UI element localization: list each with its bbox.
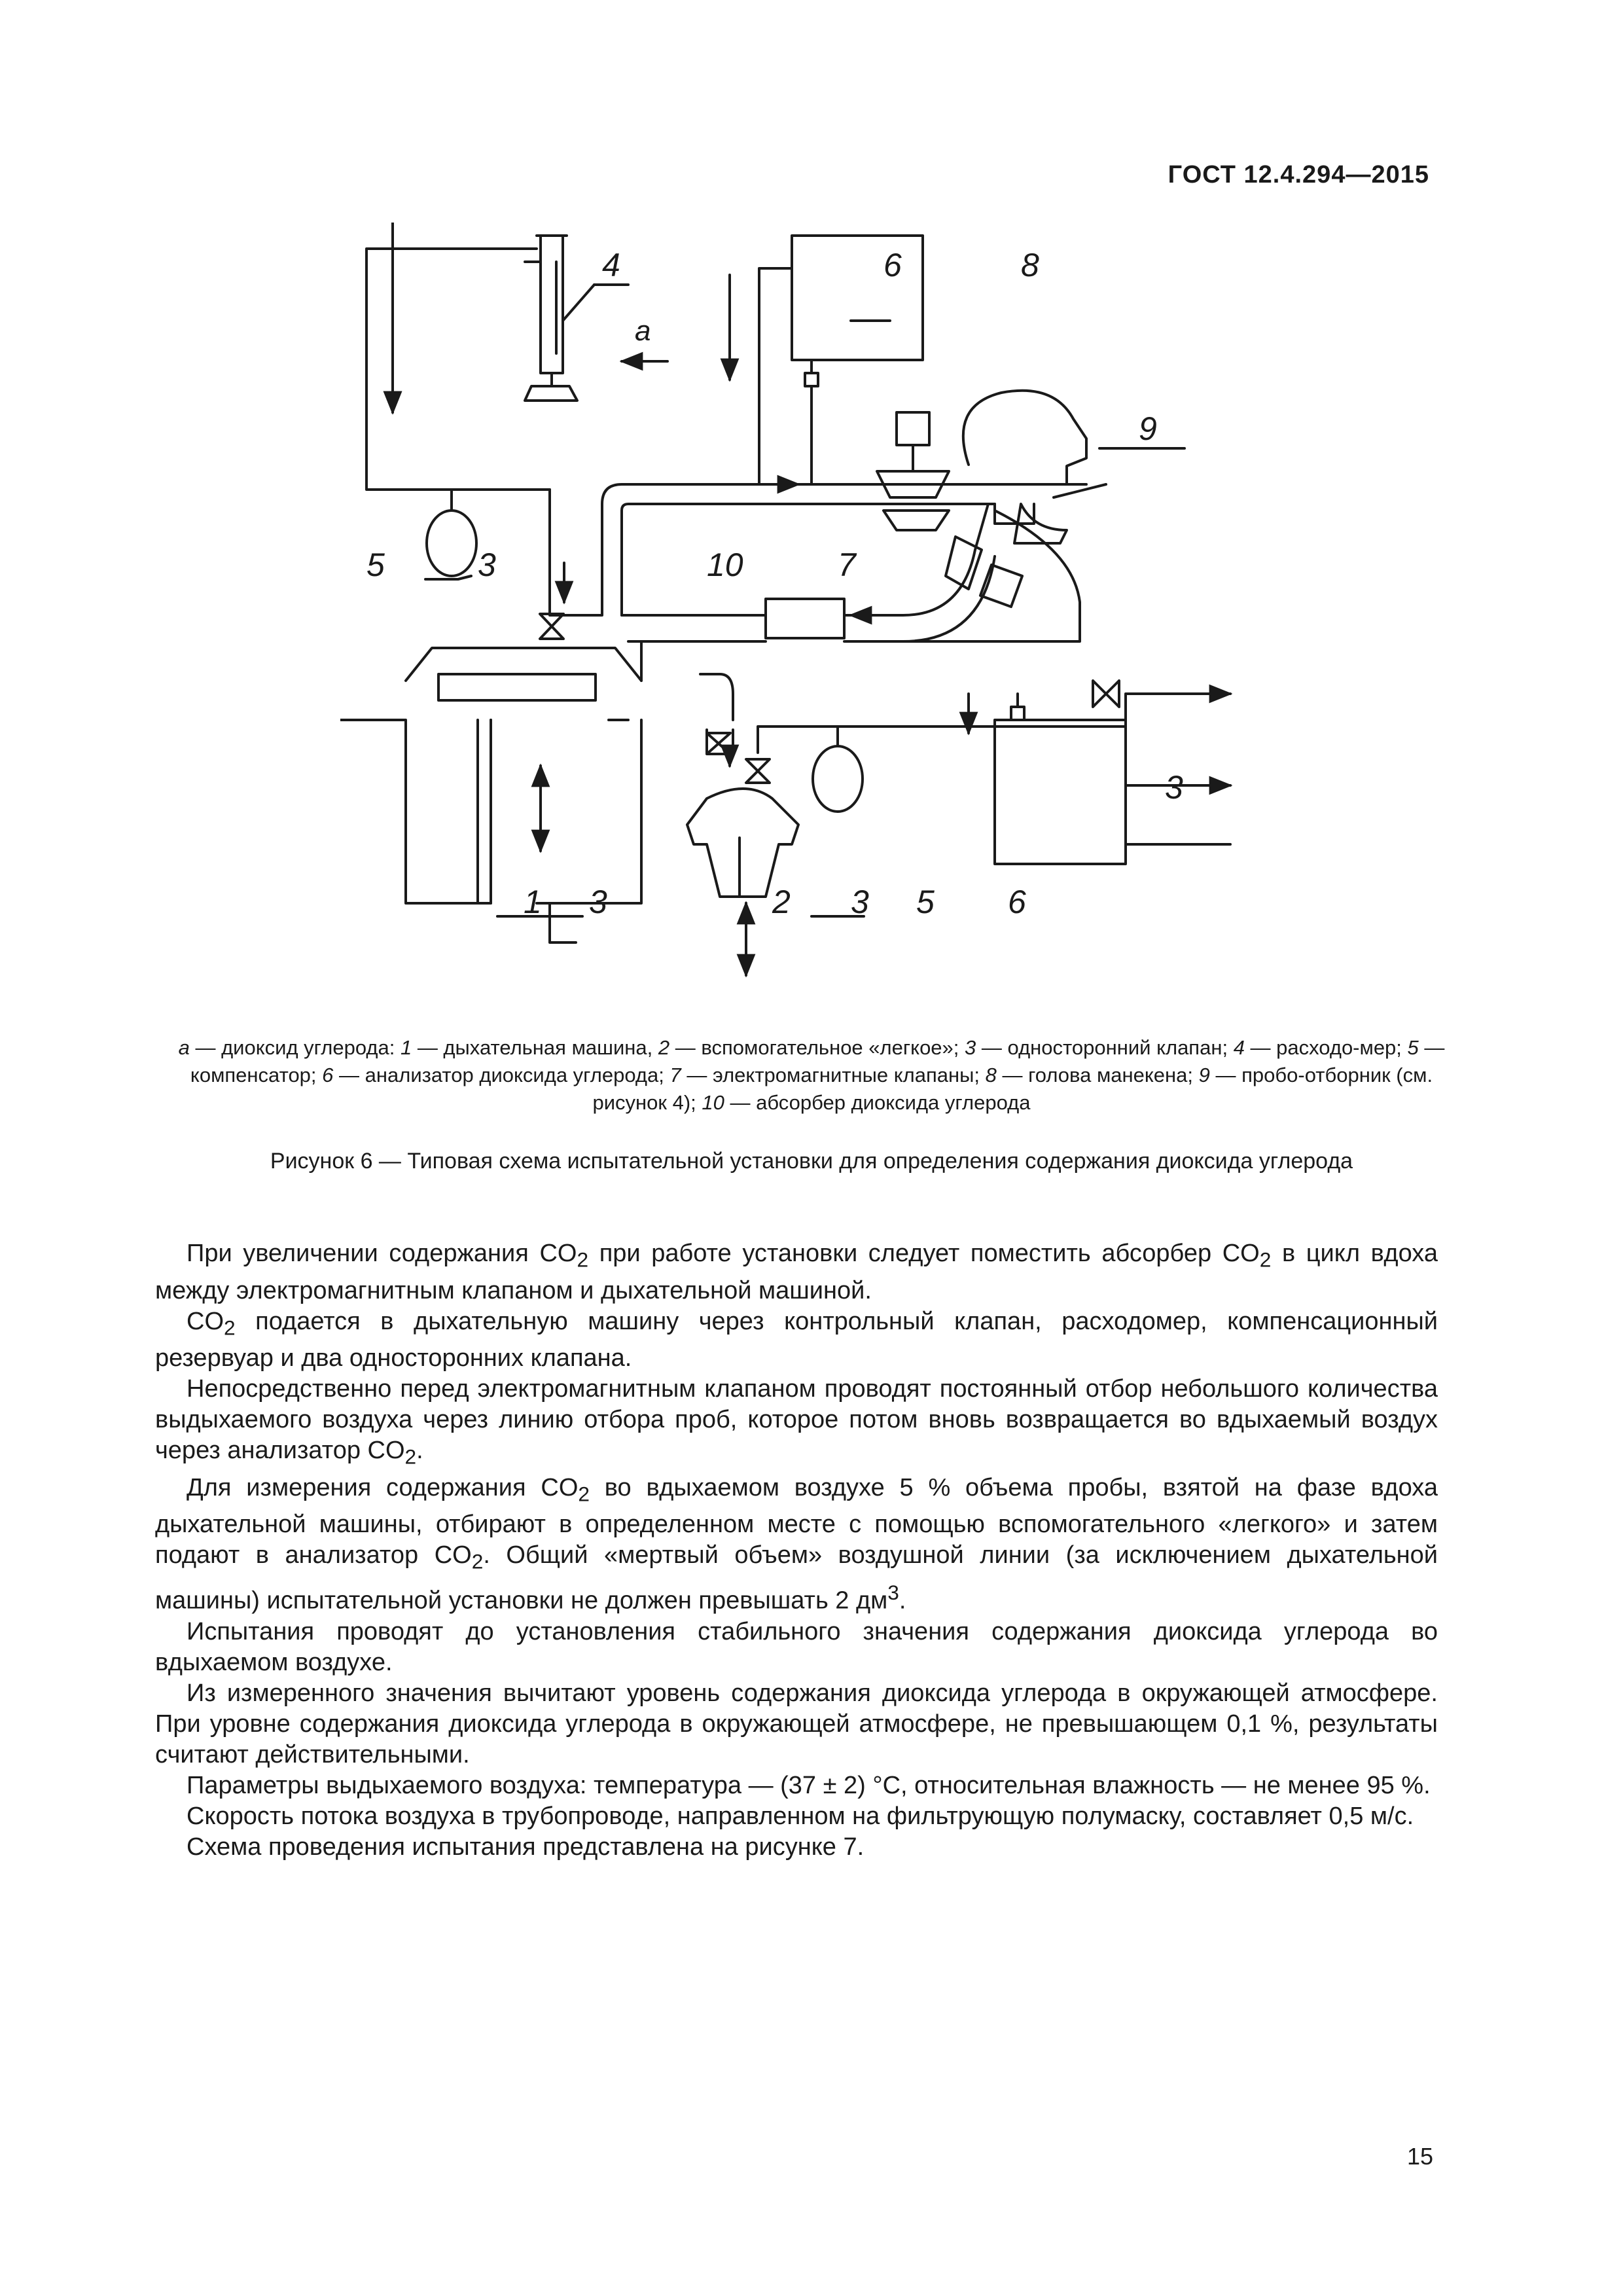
label-6-top: 6: [883, 247, 902, 283]
solenoid-valve: [897, 412, 929, 445]
label-9: 9: [1139, 410, 1157, 447]
label-10: 10: [707, 547, 743, 583]
figure-caption: Рисунок 6 — Типовая схема испытательной установки для определения содержания диоксида углерода: [270, 1149, 1353, 1174]
paragraph-6: Из измеренного значения вычитают уровень содержания диоксида углерода в окружающей атмосфере. При уровне содержания диоксида углерода в окружающей атмосфере, не превышающем 0,1 %, результаты считают действительными.: [155, 1679, 1438, 1768]
label-1: 1: [524, 884, 542, 920]
label-2: 2: [772, 884, 791, 920]
label-7: 7: [838, 547, 856, 583]
one-way-valve-low2: [746, 759, 770, 783]
one-way-valve-right: [1093, 681, 1119, 707]
one-way-valve-top: [540, 614, 563, 639]
mannequin-head: [963, 391, 1086, 484]
paragraph-9: Схема проведения испытания представлена на рисунке 7.: [187, 1833, 865, 1861]
paragraph-4: Для измерения содержания $CO_2$ во вдыхаемом воздухе 5 % объема пробы, взятой на фазе вдоха дыхательной машины, отбирают в определенном месте с помощью вспомогательного «легкого» и затем подают в анализатор $CO_2$. Общий «мертвый объем» воздушной линии (за исключением дыхательной машины) испытательной установки не должен превышать 2 $дм^3$.: [155, 1473, 1438, 1615]
label-5-right: 5: [916, 884, 935, 920]
label-3-top: 3: [478, 547, 496, 583]
paragraph-1: При увеличении содержания $CO_2$ при работе установки следует поместить абсорбер $CO_2$ в цикл вдоха между электромагнитным клапаном и дыхательной машиной.: [155, 1240, 1438, 1304]
compensator-right: [813, 746, 863, 812]
auxiliary-lung: [687, 789, 798, 897]
document-standard-number: ГОСТ 12.4.294—2015: [1168, 161, 1429, 188]
compensator-left: [427, 511, 476, 576]
figure-legend: а — диоксид углерода: 1 — дыхательная машина, 2 — вспомогательное «легкое»; 3 — односторонний клапан; 4 — расходо-мер; 5 — компенсатор; 6 — анализатор диоксида углерода; 7 — электромагнитные клапаны; 8 — голова манекена; 9 — пробо-отборник (см. рисунок 4); 10 — абсорбер диоксида углерода: [178, 1036, 1445, 1114]
body-text: [155, 1238, 1438, 1863]
co2-absorber: [766, 599, 844, 638]
label-3-low1: 3: [589, 884, 607, 920]
breathing-machine: [357, 720, 491, 903]
label-5-left: 5: [366, 547, 385, 583]
test-setup-diagram: [340, 223, 1257, 988]
paragraph-3: Непосредственно перед электромагнитным клапаном проводят постоянный отбор небольшого количества выдыхаемого воздуха через линию отбора проб, которое потом вновь возвращается во вдыхаемый воздух через анализатор $CO_2$.: [155, 1375, 1438, 1469]
one-way-valve-low1: [707, 733, 730, 754]
paragraph-2: $CO_2$ подается в дыхательную машину через контрольный клапан, расходомер, компенсационный резервуар и два односторонних клапана.: [155, 1307, 1438, 1372]
co2-analyzer-bottom: [995, 720, 1126, 864]
page-number: 15: [1406, 2143, 1433, 2170]
label-a: a: [635, 315, 651, 347]
paragraph-5: Испытания проводят до установления стабильного значения содержания диоксида углерода во вдыхаемом воздухе.: [155, 1617, 1438, 1676]
label-4: 4: [602, 247, 620, 283]
label-3-right: 3: [1165, 769, 1183, 806]
paragraph-8: Скорость потока воздуха в трубопроводе, направленном на фильтрующую полумаску, составляет 0,5 м/с.: [187, 1802, 1414, 1830]
flowmeter: [541, 236, 563, 373]
label-6-bottom: 6: [1008, 884, 1026, 920]
label-3-low2: 3: [851, 884, 869, 920]
label-8: 8: [1021, 247, 1039, 283]
co2-analyzer-top: [792, 236, 923, 360]
paragraph-7: Параметры выдыхаемого воздуха: температура — (37 ± 2) °C, относительная влажность — не менее 95 %.: [187, 1771, 1431, 1799]
